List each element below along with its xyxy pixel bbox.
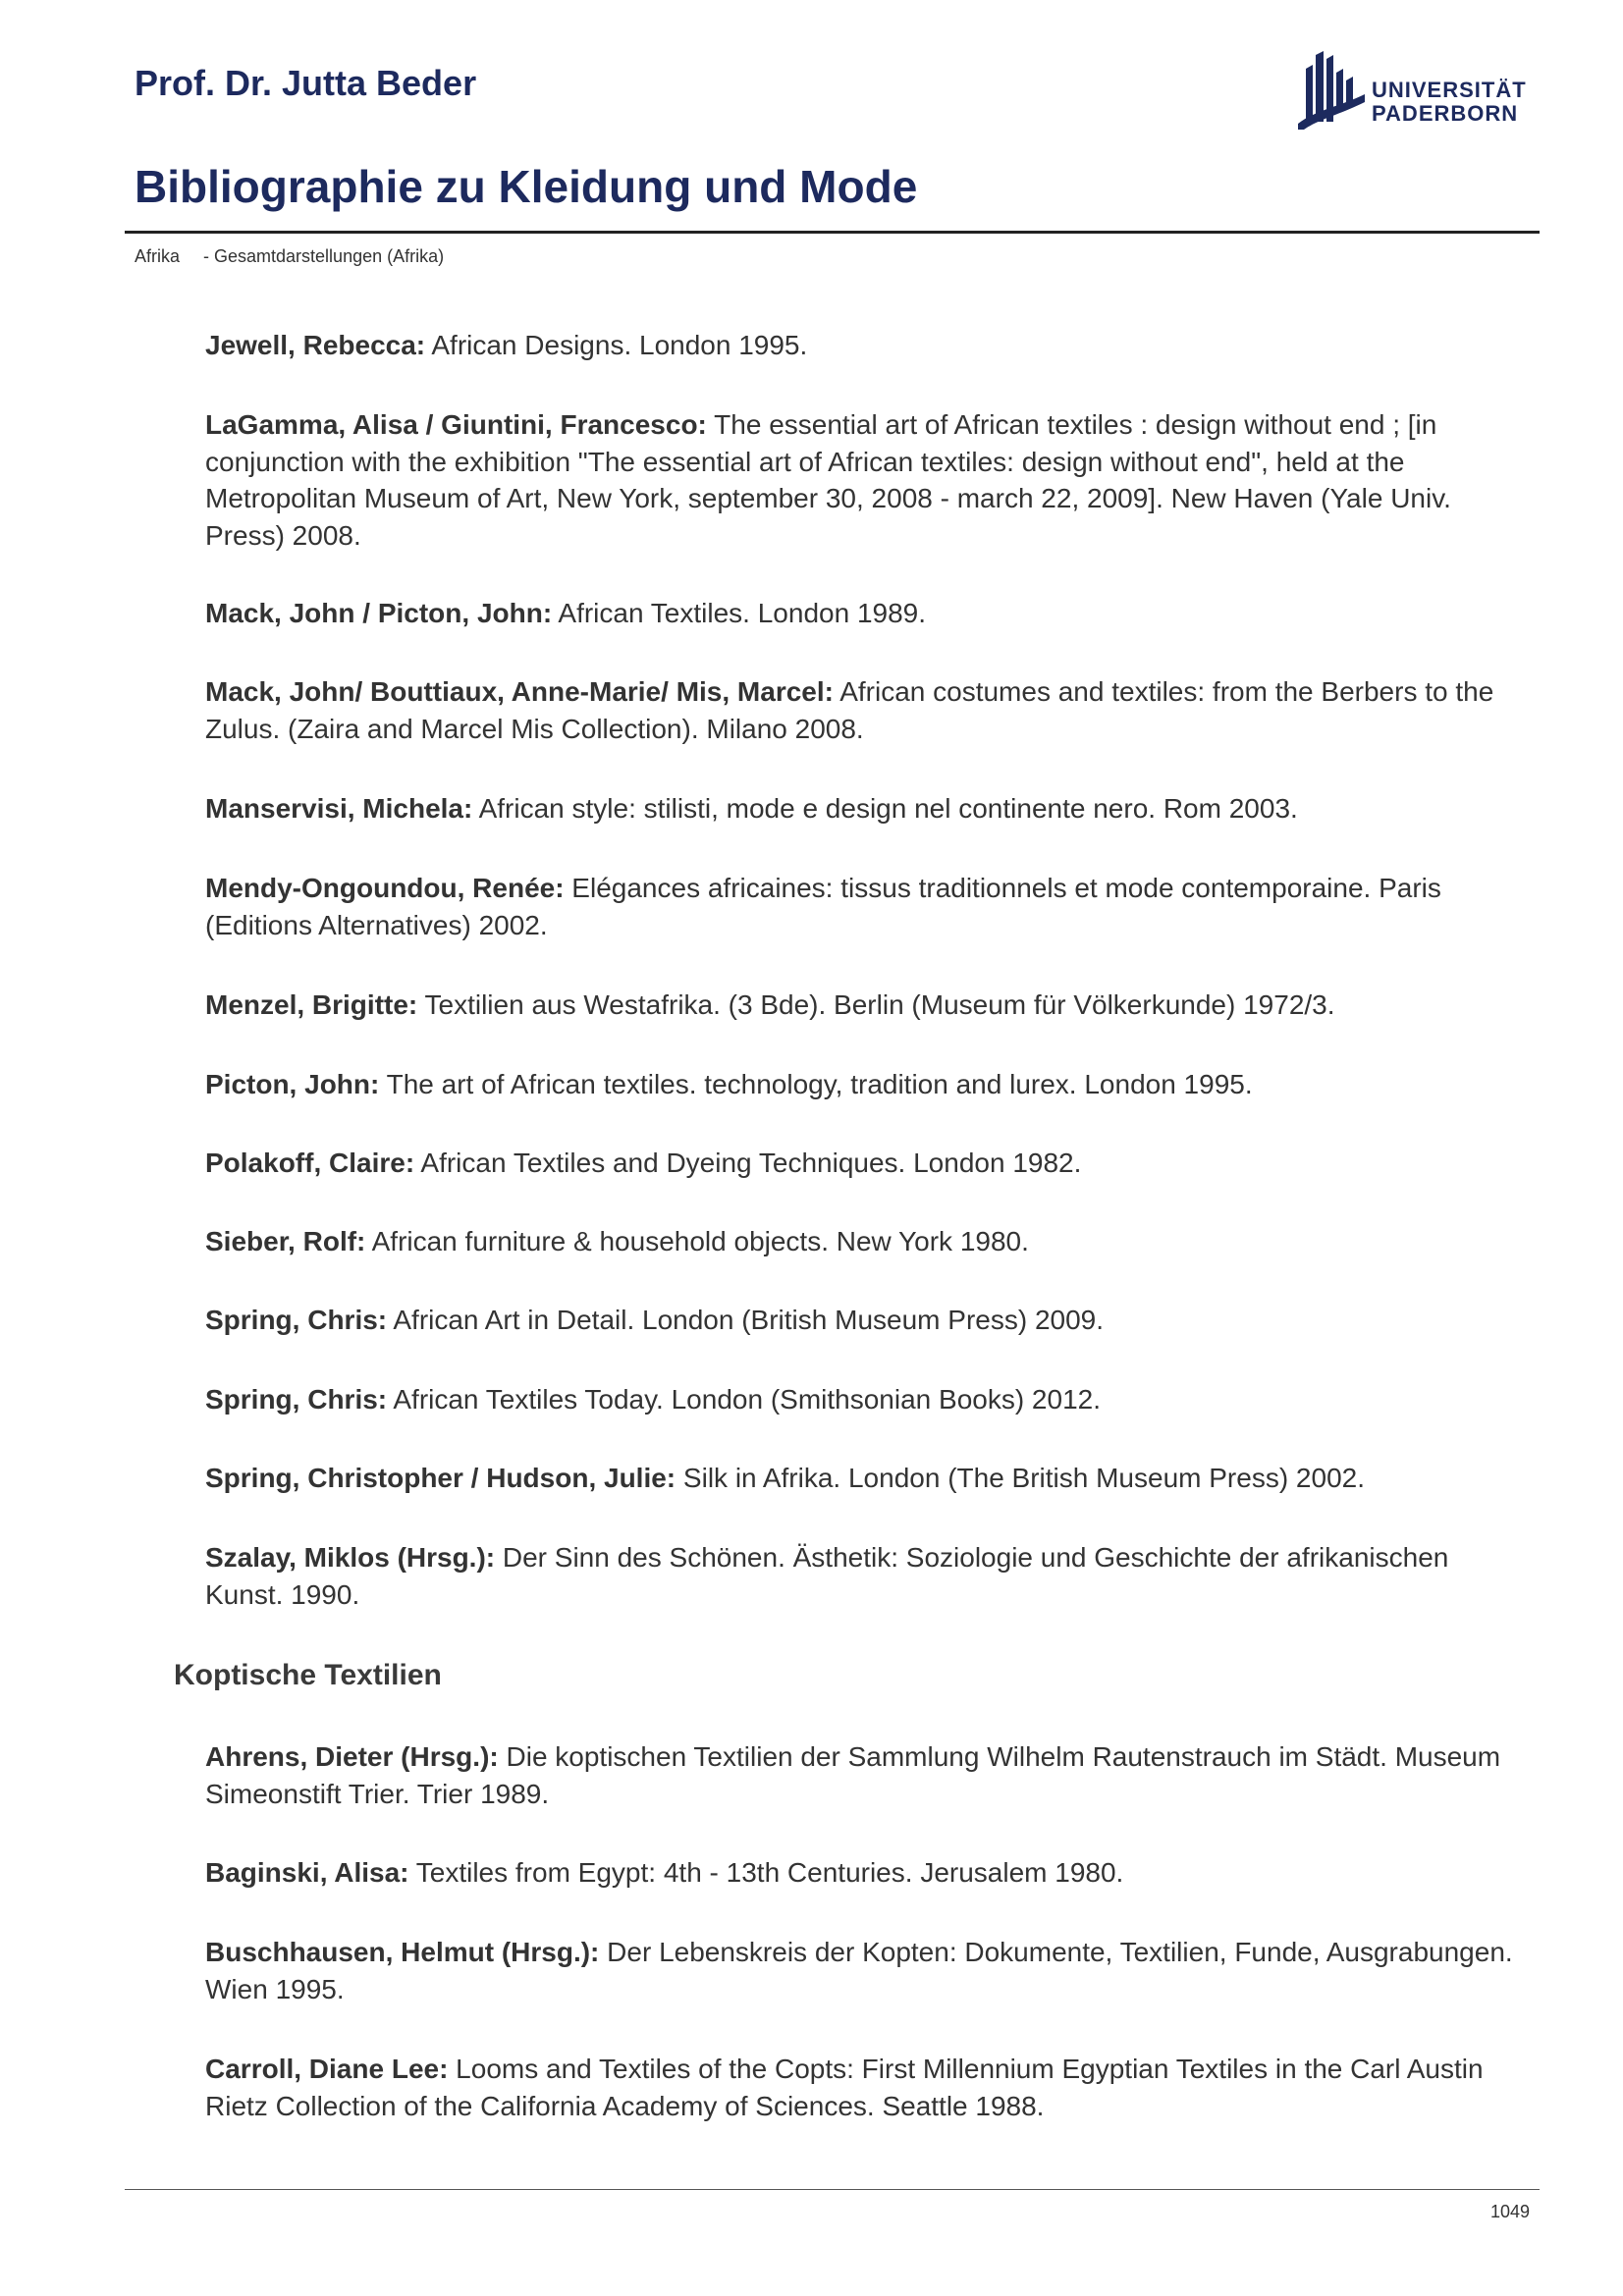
entry-text: Textiles from Egypt: 4th - 13th Centuries. Jerusalem 1980. [408,1857,1124,1888]
section-heading: Koptische Textilien [174,1659,442,1691]
entry-author: Jewell, Rebecca: [205,330,426,360]
breadcrumb [135,246,444,267]
entry-text: African Textiles and Dyeing Techniques. London 1982. [414,1148,1082,1178]
bibliography-entry [205,2051,1521,2124]
logo-line-1: UNIVERSITÄT [1372,78,1527,102]
entry-author: Spring, Christopher / Hudson, Julie: [205,1463,676,1493]
bibliography-entry [205,1066,1521,1103]
breadcrumb-subcategory: - Gesamtdarstellungen (Afrika) [203,246,445,266]
entry-text: The art of African textiles. technology, tradition and lurex. London 1995. [379,1069,1253,1099]
entry-text: African Art in Detail. London (British Museum Press) 2009. [387,1305,1105,1335]
bibliography-entry [205,987,1521,1024]
entry-text: Der Sinn des Schönen. Ästhetik: Soziologie und Geschichte der afrikanischen Kunst. 1990. [205,1542,1449,1610]
entry-author: Carroll, Diane Lee: [205,2054,449,2084]
university-logo-icon [1296,51,1367,130]
entry-text: Der Lebenskreis der Kopten: Dokumente, Textilien, Funde, Ausgrabungen. Wien 1995. [205,1937,1513,2004]
bibliography-entry [205,1539,1521,1613]
bibliography-entry [205,327,1521,364]
entry-author: Picton, John: [205,1069,380,1099]
entry-text: African costumes and textiles: from the Berbers to the Zulus. (Zaira and Marcel Mis Collection). Milano 2008. [205,676,1494,744]
entry-text: The essential art of African textiles : design without end ; [in conjunction with the exhibition "The essential art of African textiles: design without end", held at the Metropolitan Museum of Art, New York, september 30, 2008 - march 22, 2009]. New Haven (Yale Univ. Press) 2008. [205,409,1451,551]
page-title: Bibliographie zu Kleidung und Mode [135,161,918,212]
entry-author: Menzel, Brigitte: [205,989,418,1020]
entry-author: LaGamma, Alisa / Giuntini, Francesco: [205,409,707,440]
entry-text: Die koptischen Textilien der Sammlung Wilhelm Rautenstrauch im Städt. Museum Simeonstift Trier. Trier 1989. [205,1741,1501,1809]
entry-text: African Textiles. London 1989. [552,598,927,628]
entry-author: Mack, John / Picton, John: [205,598,553,628]
entry-author: Szalay, Miklos (Hrsg.): [205,1542,496,1573]
page-number: 1049 [1489,2202,1530,2221]
entry-text: African Designs. London 1995. [425,330,808,360]
entry-author: Buschhausen, Helmut (Hrsg.): [205,1937,600,1967]
header-author: Prof. Dr. Jutta Beder [135,63,477,103]
entry-author: Polakoff, Claire: [205,1148,415,1178]
bibliography-entry [205,1854,1521,1892]
entry-text: Silk in Afrika. London (The British Museum Press) 2002. [676,1463,1365,1493]
bibliography-entry [205,406,1521,554]
university-logo [1296,49,1532,137]
bibliography-entry [205,1460,1521,1497]
bibliography-entry [205,595,1521,632]
entry-author: Ahrens, Dieter (Hrsg.): [205,1741,499,1772]
bibliography-entry [205,1145,1521,1182]
bibliography-entry [205,1302,1521,1339]
entry-author: Sieber, Rolf: [205,1226,366,1256]
entry-author: Spring, Chris: [205,1384,388,1415]
footer-divider [125,2189,1540,2190]
bibliography-entry [205,1223,1521,1260]
entry-text: African Textiles Today. London (Smithsonian Books) 2012. [387,1384,1102,1415]
bibliography-entry [205,1934,1521,2007]
entry-author: Mack, John/ Bouttiaux, Anne-Marie/ Mis, Marcel: [205,676,834,707]
breadcrumb-category: Afrika [135,246,181,266]
bibliography-entry [205,673,1521,747]
university-logo-text [1372,79,1527,126]
entry-text: African furniture & household objects. New York 1980. [365,1226,1029,1256]
entry-author: Baginski, Alisa: [205,1857,409,1888]
entry-author: Manservisi, Michela: [205,793,473,824]
logo-line-2: PADERBORN [1372,101,1519,126]
entry-author: Spring, Chris: [205,1305,388,1335]
bibliography-entry [205,790,1521,828]
entry-text: Elégances africaines: tissus traditionnels et mode contemporaine. Paris (Editions Alternatives) 2002. [205,873,1441,940]
entry-text: African style: stilisti, mode e design nel continente nero. Rom 2003. [472,793,1298,824]
bibliography-entry [205,870,1521,943]
entry-text: Textilien aus Westafrika. (3 Bde). Berlin (Museum für Völkerkunde) 1972/3. [417,989,1335,1020]
title-divider [125,231,1540,234]
entry-text: Looms and Textiles of the Copts: First Millennium Egyptian Textiles in the Carl Austin Rietz Collection of the California Academy of Sciences. Seattle 1988. [205,2054,1484,2121]
bibliography-entry [205,1381,1521,1418]
bibliography-entry [205,1738,1521,1812]
entry-author: Mendy-Ongoundou, Renée: [205,873,565,903]
